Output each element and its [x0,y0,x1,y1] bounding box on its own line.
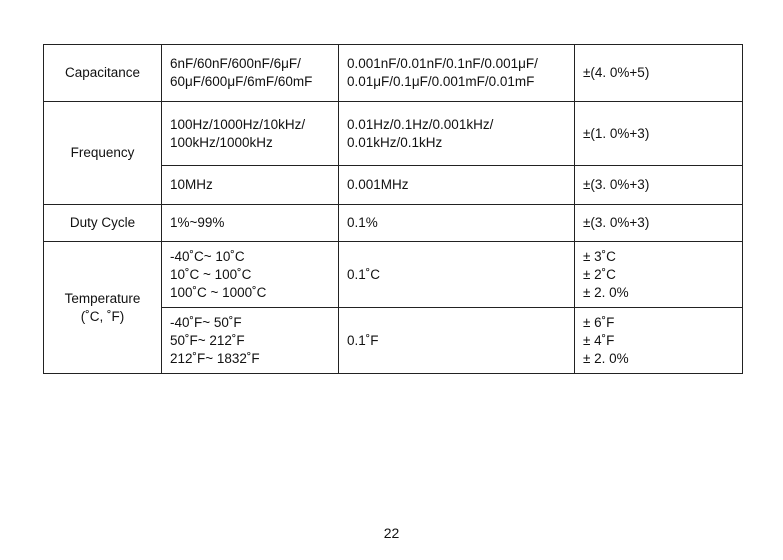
range-text: 100Hz/1000Hz/10kHz/ [170,116,306,132]
accuracy-text: ± 6˚F [583,314,615,330]
range-text: 100kHz/1000kHz [170,134,273,150]
parameter-unit-label: (˚C, ˚F) [80,308,125,324]
parameter-label: Duty Cycle [69,215,136,230]
specification-table [43,44,743,374]
parameter-cell [44,205,162,242]
range-text: -40˚C~ 10˚C [170,248,245,264]
parameter-label: Capacitance [64,65,141,80]
range-text: 6nF/60nF/600nF/6μF/ [170,56,301,71]
accuracy-text: ±(1. 0%+3) [583,125,650,141]
accuracy-text: ±(4. 0%+5) [583,65,650,80]
resolution-cell [339,308,575,374]
accuracy-text: ± 2. 0% [583,284,629,300]
range-text: 50˚F~ 212˚F [170,332,245,348]
accuracy-text: ± 3˚C [583,248,616,264]
range-text: -40˚F~ 50˚F [170,314,242,330]
resolution-cell [339,45,575,102]
range-cell [162,166,339,205]
accuracy-text: ± 2˚C [583,266,616,282]
range-cell [162,205,339,242]
accuracy-cell [575,308,743,374]
resolution-text: 0.1˚F [347,332,379,348]
table-row [44,45,743,102]
accuracy-text: ±(3. 0%+3) [583,215,650,230]
accuracy-text: ± 2. 0% [583,350,629,366]
range-cell [162,45,339,102]
range-text: 10MHz [170,177,213,192]
table-row [44,242,743,308]
accuracy-cell [575,166,743,205]
range-cell [162,308,339,374]
parameter-cell [44,102,162,205]
resolution-text: 0.1˚C [347,266,381,282]
parameter-cell [44,242,162,374]
table-row [44,205,743,242]
accuracy-cell [575,102,743,166]
range-cell [162,102,339,166]
parameter-label: Temperature [64,290,141,306]
range-text: 60μF/600μF/6mF/60mF [170,74,313,89]
range-text: 212˚F~ 1832˚F [170,350,260,366]
range-text: 100˚C ~ 1000˚C [170,284,267,300]
resolution-cell [339,205,575,242]
resolution-text: 0.01Hz/0.1Hz/0.001kHz/ [347,116,494,132]
resolution-text: 0.01kHz/0.1kHz [347,134,443,150]
accuracy-text: ±(3. 0%+3) [583,177,650,192]
resolution-text: 0.001nF/0.01nF/0.1nF/0.001μF/ [347,56,538,71]
range-text: 1%~99% [170,215,225,230]
range-cell [162,242,339,308]
resolution-cell [339,102,575,166]
page-number: 22 [383,525,400,541]
accuracy-text: ± 4˚F [583,332,615,348]
resolution-cell [339,166,575,205]
accuracy-cell [575,45,743,102]
resolution-text: 0.001MHz [347,177,409,192]
resolution-cell [339,242,575,308]
resolution-text: 0.1% [347,215,378,230]
parameter-label: Frequency [70,145,135,160]
resolution-text: 0.01μF/0.1μF/0.001mF/0.01mF [347,74,535,89]
table-row [44,102,743,166]
range-text: 10˚C ~ 100˚C [170,266,252,282]
accuracy-cell [575,205,743,242]
accuracy-cell [575,242,743,308]
parameter-cell [44,45,162,102]
